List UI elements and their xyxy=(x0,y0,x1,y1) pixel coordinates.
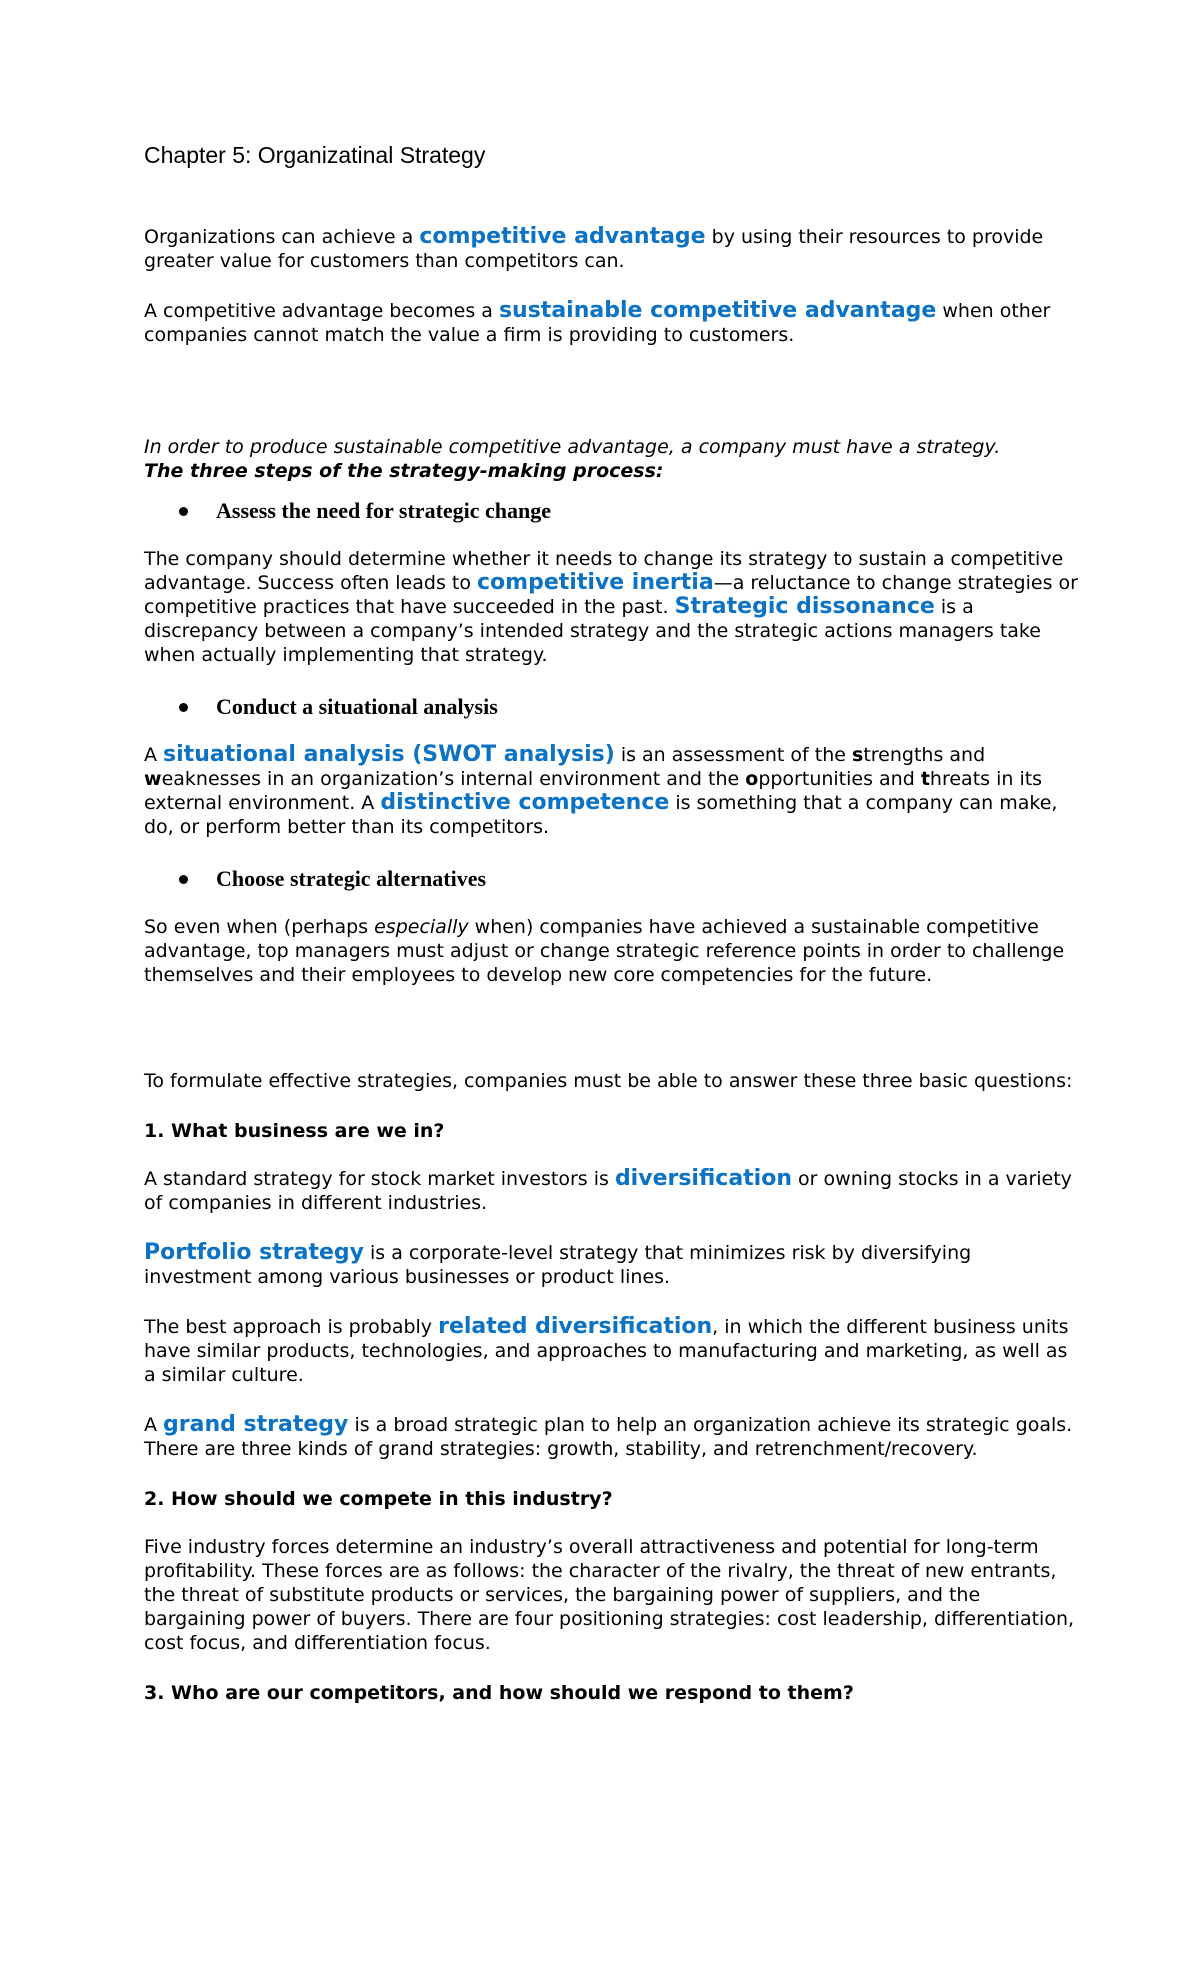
step-heading-alternatives xyxy=(144,865,1084,893)
text: —a reluctance to change strategies or competitive practices that have succeeded in the past. xyxy=(144,572,1078,618)
paragraph-grand-strategy xyxy=(144,1413,1084,1461)
text: is a discrepancy between a company’s intended strategy and the strategic actions managers take when actually implementing that strategy. xyxy=(144,596,1041,666)
key-term: grand strategy xyxy=(163,1412,349,1437)
swot-letter: s xyxy=(852,744,864,766)
bullet-icon xyxy=(179,703,188,712)
text: is something that a company can make, do, or perform better than its competitors. xyxy=(144,792,1058,838)
step-heading-assess xyxy=(144,497,1084,525)
paragraph-industry-forces: Five industry forces determine an industry’s overall attractiveness and potential for long-term profitability. These forces are as follows: the character of the rivalry, the threat of new entrants, the threat of substitute products or services, the bargaining power of suppliers, and the bargaining power of buyers. There are four positioning strategies: cost leadership, differentiation, cost focus, and differentiation focus. xyxy=(144,1536,1075,1654)
text: hreats in its external environment. A xyxy=(144,768,1043,814)
swot-letter: w xyxy=(144,768,162,790)
key-term: distinctive competence xyxy=(380,790,670,815)
text: is a corporate-level strategy that minimizes risk by diversifying investment among various businesses or product lines. xyxy=(144,1242,972,1288)
key-term: competitive advantage xyxy=(419,224,706,249)
step-heading-situational xyxy=(144,693,1084,721)
question-heading-1: 1. What business are we in? xyxy=(144,1120,445,1142)
key-term: competitive inertia xyxy=(477,570,714,595)
text: eaknesses in an organization’s internal environment and the xyxy=(161,768,746,790)
paragraph-sustainable-advantage xyxy=(144,299,1084,347)
emphasis: especially xyxy=(374,916,469,938)
step-heading-label: Assess the need for strategic change xyxy=(216,498,552,523)
spacer xyxy=(144,1013,1084,1069)
step-heading-label: Choose strategic alternatives xyxy=(216,866,487,891)
text: The company should determine whether it needs to change its strategy to sustain a competitive advantage. Success often leads to xyxy=(144,548,1064,594)
text: pportunities and xyxy=(758,768,921,790)
text: A standard strategy for stock market investors is xyxy=(144,1168,615,1190)
paragraph-formulate: To formulate effective strategies, companies must be able to answer these three basic questions: xyxy=(144,1070,1073,1092)
key-term: situational analysis (SWOT analysis) xyxy=(163,742,615,767)
document-content xyxy=(144,140,1084,1729)
text: So even when (perhaps xyxy=(144,916,375,938)
paragraph-related-diversification xyxy=(144,1315,1084,1387)
text: by using their resources to provide greater value for customers than competitors can. xyxy=(144,226,1044,272)
key-term: Portfolio strategy xyxy=(144,1240,364,1265)
bullet-icon xyxy=(179,875,188,884)
intro-line: In order to produce sustainable competitive advantage, a company must have a strategy. xyxy=(144,436,1001,458)
paragraph-situational xyxy=(144,743,1084,839)
swot-letter: t xyxy=(920,768,930,790)
chapter-title: Chapter 5: Organizatinal Strategy xyxy=(144,142,486,168)
text: A xyxy=(144,1414,164,1436)
question-heading-2: 2. How should we compete in this industry? xyxy=(144,1488,613,1510)
step-heading-label: Conduct a situational analysis xyxy=(216,694,498,719)
text: A xyxy=(144,744,164,766)
key-term: related diversification xyxy=(438,1314,713,1339)
text: trengths and xyxy=(863,744,986,766)
text: or owning stocks in a variety of companies in different industries. xyxy=(144,1168,1072,1214)
paragraph-alternatives xyxy=(144,915,1084,987)
key-term: sustainable competitive advantage xyxy=(498,298,937,323)
text: , in which the different business units have similar products, technologies, and approaches to manufacturing and marketing, as well as a similar culture. xyxy=(144,1316,1069,1386)
text: The best approach is probably xyxy=(144,1316,439,1338)
bullet-icon xyxy=(179,507,188,516)
spacer xyxy=(144,373,1084,435)
paragraph-assess xyxy=(144,547,1084,667)
question-heading-3: 3. Who are our competitors, and how should we respond to them? xyxy=(144,1682,854,1704)
paragraph-portfolio xyxy=(144,1241,1084,1289)
paragraph-diversification xyxy=(144,1167,1084,1215)
paragraph-competitive-advantage xyxy=(144,225,1084,273)
text: is a broad strategic plan to help an organization achieve its strategic goals. There are three kinds of grand strategies: growth, stability, and retrenchment/recovery. xyxy=(144,1414,1073,1460)
text: is an assessment of the xyxy=(614,744,852,766)
text: Organizations can achieve a xyxy=(144,226,420,248)
intro-emphasis: The three steps of the strategy-making process: xyxy=(144,460,664,482)
key-term: Strategic dissonance xyxy=(674,594,935,619)
strategy-intro xyxy=(144,435,1084,483)
key-term: diversification xyxy=(614,1166,793,1191)
text: A competitive advantage becomes a xyxy=(144,300,499,322)
text: when) companies have achieved a sustainable competitive advantage, top managers must adjust or change strategic reference points in order to challenge themselves and their employees to develop new core competencies for the future. xyxy=(144,916,1065,986)
text: when other companies cannot match the value a firm is providing to customers. xyxy=(144,300,1051,346)
swot-letter: o xyxy=(745,768,759,790)
